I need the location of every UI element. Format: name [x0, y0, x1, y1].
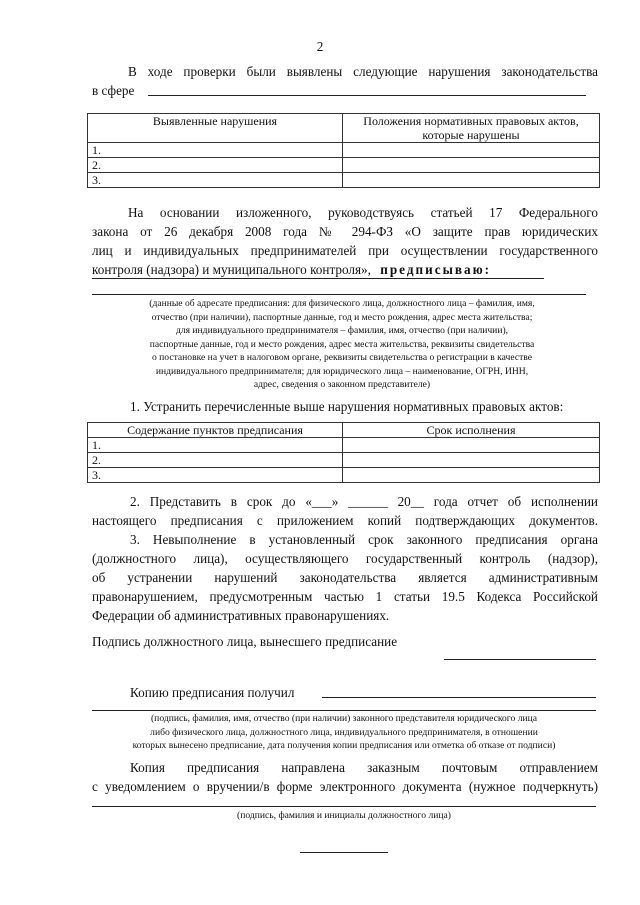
table-row [88, 453, 600, 468]
page-number: 2 [316, 39, 324, 54]
table-row [88, 468, 600, 483]
copy-received-label: Копию предписания получил [130, 685, 295, 700]
table-cell: 1. [88, 143, 343, 158]
addressee-fill-line1 [92, 278, 544, 279]
table-row [88, 158, 600, 173]
table-cell: 1. [88, 438, 343, 453]
addressee-note-line: о постановке на учет в налоговом органе, реквизиты свидетельства о регистрации в качестве [151, 352, 533, 363]
basis-line4-text: контроля (надзора) и муниципального контроля», [92, 262, 371, 277]
table-cell: 3. [88, 173, 343, 188]
basis-line2: закона от 26 декабря 2008 года № 294-ФЗ «О защите прав юридических [92, 224, 598, 239]
item3-line1: 3. Невыполнение в установленный срок законного предписания органа [130, 532, 598, 547]
table-header-row [88, 423, 600, 438]
addressee-note-line: паспортные данные, год и место рождения, адрес места жительства, реквизиты свидетельства [149, 338, 535, 350]
table-row [88, 438, 600, 453]
basis-line4 [92, 260, 491, 279]
item2-line1: 2. Представить в срок до «___» ______ 20__ года отчет об исполнении [130, 494, 598, 509]
bottom-divider [300, 852, 388, 853]
item1-text: 1. Устранить перечисленные выше нарушения нормативных правовых актов: [130, 399, 564, 414]
table-cell [343, 158, 600, 173]
table-cell [343, 438, 600, 453]
table-cell: 3. [88, 468, 343, 483]
addressee-note-line: адрес, сведения о законном представителе) [253, 379, 431, 390]
table-cell [343, 453, 600, 468]
table-header-violations: Выявленные нарушения [88, 114, 343, 143]
basis-line3: лиц и индивидуальных предпринимателей при осуществлении государственного [92, 243, 598, 258]
sphere-fill-line [148, 95, 586, 96]
mail-line1: Копия предписания направлена заказным почтовым отправлением [130, 760, 598, 775]
signature-label: Подпись должностного лица, вынесшего предписание [92, 634, 398, 649]
copy-note [92, 712, 596, 753]
violations-table [87, 113, 600, 188]
addressee-note-line: индивидуального предпринимателя; для юридического лица – наименование, ОГРН, ИНН, [155, 365, 529, 377]
basis-line1: На основании изложенного, руководствуясь статьей 17 Федерального [128, 205, 598, 220]
violations-intro-line2: в сфере [92, 83, 135, 98]
addressee-note-line: для индивидуального предпринимателя – фамилия, имя, отчество (при наличии), [175, 325, 509, 336]
addressee-fill-line2 [92, 294, 586, 295]
copy-note-line: либо физического лица, должностного лица, индивидуального предпринимателя, в отношении [150, 726, 538, 738]
table-cell [343, 173, 600, 188]
copy-received-line2 [92, 710, 596, 711]
official-note: (подпись, фамилия и инициалы должностного лица) [237, 810, 451, 821]
signature-line [444, 659, 596, 660]
prescription-table [87, 422, 600, 483]
mail-line2: с уведомлением о вручении/в форме электронного документа (нужное подчеркнуть) [92, 779, 598, 794]
table-cell: 2. [88, 453, 343, 468]
copy-note-line: (подпись, фамилия, имя, отчество (при наличии) законного представителя юридического лица [150, 713, 538, 724]
violations-intro-line1: В ходе проверки были выявлены следующие нарушения законодательства [128, 64, 598, 79]
table-header-content: Содержание пунктов предписания [88, 423, 343, 438]
prescribe-word: предписываю: [380, 262, 492, 277]
item3-line4: правонарушением, предусмотренным частью 1 статьи 19.5 Кодекса Российской [92, 589, 598, 604]
official-signature-line [92, 806, 596, 807]
table-header-norms: Положения нормативных правовых актов, которые нарушены [343, 114, 600, 143]
addressee-note-line: (данные об адресате предписания: для физического лица, должностного лица – фамилия, имя, [149, 298, 535, 309]
copy-received-line [322, 697, 596, 698]
table-header-deadline: Срок исполнения [343, 423, 600, 438]
item2-line2: настоящего предписания с приложением копий подтверждающих документов. [92, 513, 598, 528]
table-cell: 2. [88, 158, 343, 173]
addressee-note-line: отчество (при наличии), паспортные данные, год и место рождения, адрес места жительства; [151, 311, 533, 323]
table-row [88, 173, 600, 188]
table-cell [343, 468, 600, 483]
item3-line5: Федерации об административных правонарушениях. [92, 608, 390, 623]
item3-line3: об устранении нарушений законодательства является административным [92, 570, 598, 585]
table-cell [343, 143, 600, 158]
table-header-row [88, 114, 600, 143]
item3-line2: (должностного лица), осуществляющего государственный контроль (надзор), [92, 551, 598, 566]
addressee-note [92, 297, 592, 392]
table-row [88, 143, 600, 158]
copy-note-line: которых вынесено предписание, дата получения копии предписания или отметка об отказе от подписи) [132, 740, 556, 751]
